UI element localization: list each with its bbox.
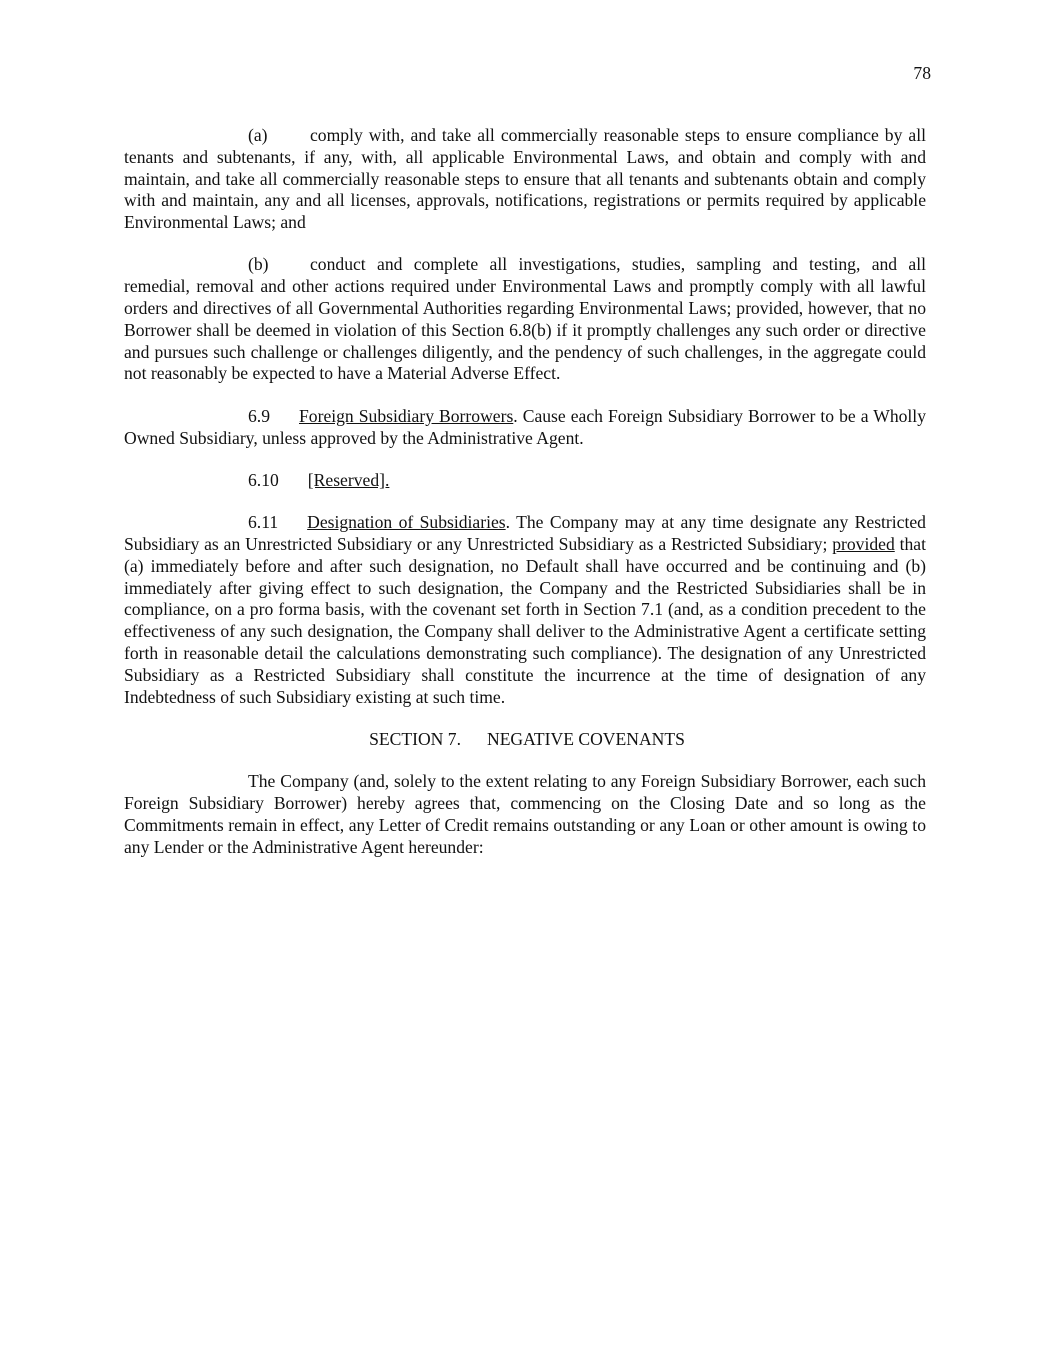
section-6-9 bbox=[124, 406, 926, 450]
section-6-11-text-1: . The Company may at any time designate any Restricted Subsidiary as an Unrestricted Subsidiary or any Unrestricted Subsidiary as a Restricted Subsidiary; bbox=[124, 512, 926, 554]
paragraph-b-label: (b) bbox=[248, 254, 269, 275]
paragraph-a bbox=[124, 125, 926, 234]
section-6-10-title: [Reserved]. bbox=[307, 469, 390, 490]
provided-term: provided bbox=[832, 533, 895, 554]
section-6-10-number: 6.10 bbox=[248, 469, 279, 490]
section-6-9-number: 6.9 bbox=[248, 405, 270, 426]
section-6-11-title: Designation of Subsidiaries bbox=[307, 512, 506, 533]
paragraph-a-label: (a) bbox=[248, 125, 268, 145]
paragraph-a-text: comply with, and take all commercially reasonable steps to ensure compliance by all tenants and subtenants, if any, with, all applicable Environmental Laws, and obtain and comply with and maintain, and take all commercially reasonable steps to ensure that all tenants and subtenants obtain and comply with and maintain, any and all licenses, approvals, notifications, registrations or permits required by applicable Environmental Laws; and bbox=[124, 125, 926, 233]
section-7-heading bbox=[124, 729, 926, 751]
paragraph-b-text: conduct and complete all investigations, studies, sampling and testing, and all remedial, removal and other actions required under Environmental Laws and promptly comply with all lawful orders and directives of all Governmental Authorities regarding Environmental Laws; provided, however, that no Borrower shall be deemed in violation of this Section 6.8(b) if it promptly challenges any such order or directive and pursues such challenge or challenges diligently, and the pendency of such challenges, in the aggregate could not reasonably be expected to have a Material Adverse Effect. bbox=[124, 254, 926, 384]
page-number: 78 bbox=[913, 63, 931, 83]
section-6-11-text-2: that (a) immediately before and after such designation, no Default shall have occurred and be continuing and (b) immediately after giving effect to such designation, the Company and the Restricted Subsidiaries shall be in compliance, on a pro forma basis, with the covenant set forth in Section 7.1 (and, as a condition precedent to the effectiveness of any such designation, the Company shall deliver to the Administrative Agent a certificate setting forth in reasonable detail the calculations demonstrating such compliance). The designation of any Unrestricted Subsidiary as a Restricted Subsidiary shall constitute the incurrence at the time of designation of any Indebtedness of such Subsidiary existing at such time. bbox=[124, 533, 926, 707]
paragraph-b bbox=[124, 254, 926, 385]
section-6-10 bbox=[124, 470, 926, 492]
section-7-intro: The Company (and, solely to the extent relating to any Foreign Subsidiary Borrower, each such Foreign Subsidiary Borrower) hereby agrees that, commencing on the Closing Date and so long as the Commitments remain in effect, any Letter of Credit remains outstanding or any Loan or other amount is owing to any Lender or the Administrative Agent hereunder: bbox=[124, 771, 926, 857]
section-6-9-text: . Cause each Foreign Subsidiary Borrower to be a Wholly Owned Subsidiary, unless approved by the Administrative Agent. bbox=[124, 405, 926, 448]
document-body bbox=[124, 125, 926, 879]
section-6-9-title: Foreign Subsidiary Borrowers bbox=[299, 405, 514, 426]
section-6-11 bbox=[124, 512, 926, 708]
section-7-title: NEGATIVE COVENANTS bbox=[486, 728, 685, 749]
section-7-number: SECTION 7. bbox=[369, 728, 461, 749]
section-6-11-number: 6.11 bbox=[248, 512, 279, 533]
